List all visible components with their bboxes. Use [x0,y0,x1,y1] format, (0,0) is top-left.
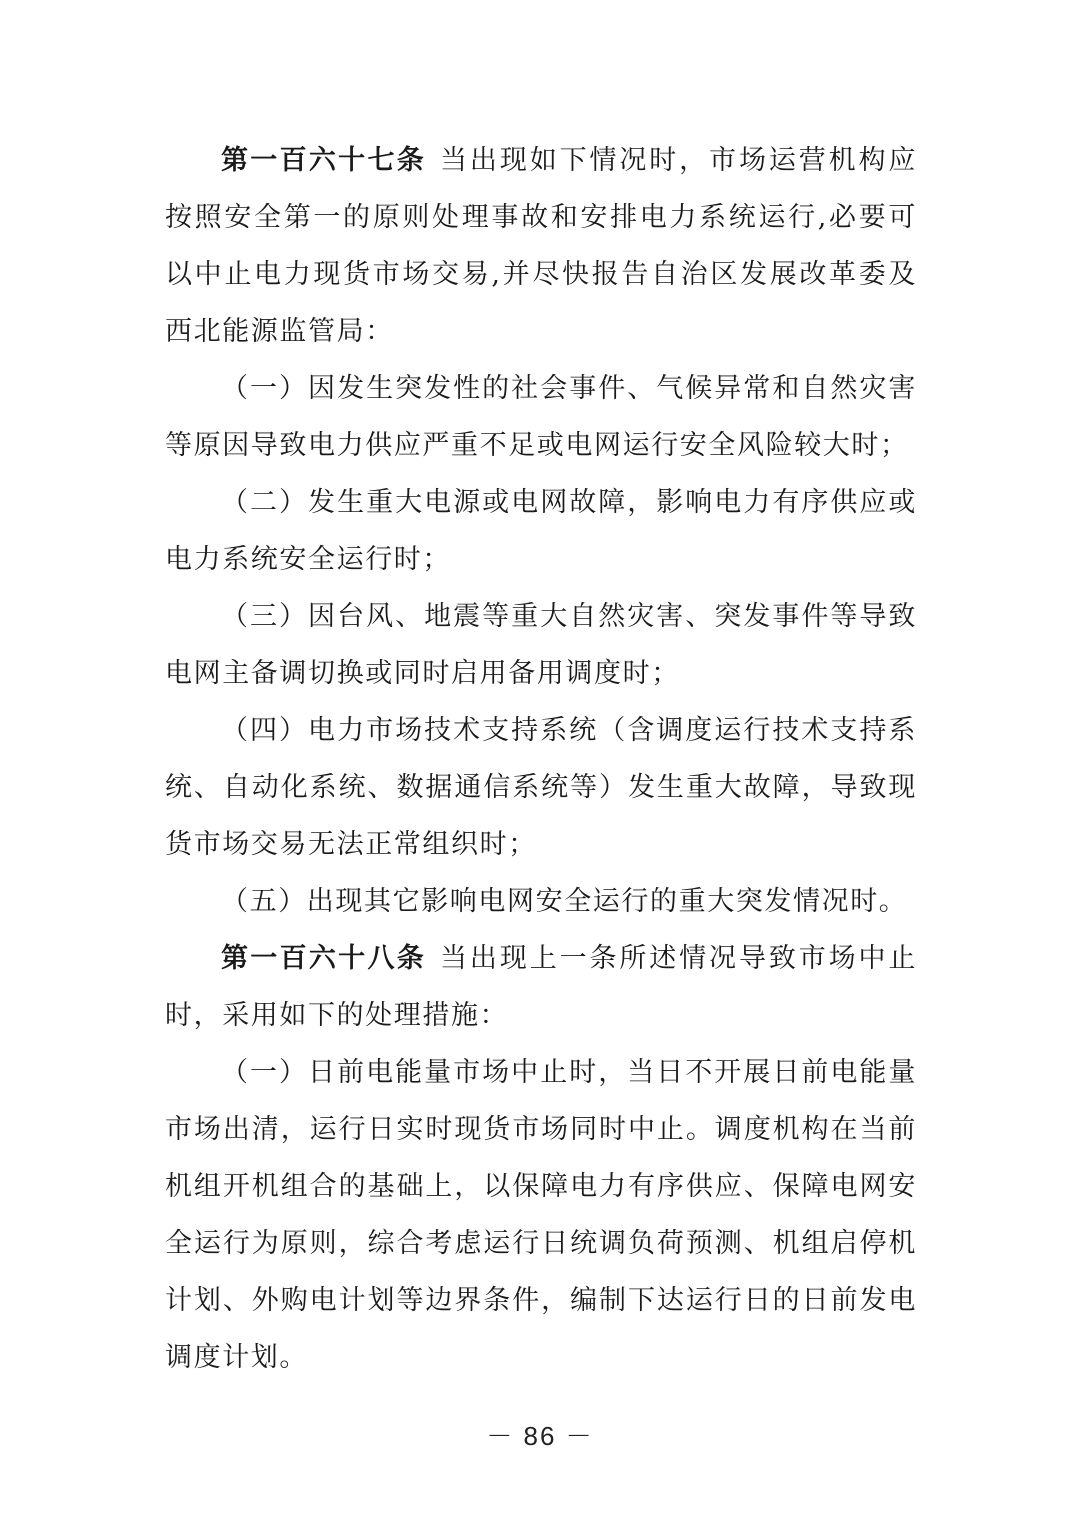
body-text [165,132,917,1386]
paragraph-text: 当出现如下情况时，市场运营机构应按照安全第一的原则处理事故和安排电力系统运行,必要可以中止电力现货市场交易,并尽快报告自治区发展改革委及西北能源监管局： [165,145,918,347]
paragraph-text: （二）发生重大电源或电网故障，影响电力有序供应或电力系统安全运行时； [165,487,917,575]
paragraph-text: （四）电力市场技术支持系统（含调度运行技术支持系统、自动化系统、数据通信系统等）发生重大故障，导致现货市场交易无法正常组织时； [165,715,917,860]
paragraph-text: 当出现上一条所述情况导致市场中止时，采用如下的处理措施： [165,943,918,1031]
clause-2-paragraph [165,474,917,588]
clause-5-paragraph [165,873,917,930]
paragraph-text: （五）出现其它影响电网安全运行的重大突发情况时。 [221,886,908,917]
page-number: － 86 － [486,1421,594,1451]
clause-3-paragraph [165,588,917,702]
clause-4-paragraph [165,702,917,873]
measure-1-paragraph [165,1044,917,1386]
paragraph-text: （一）日前电能量市场中止时，当日不开展日前电能量市场出清，运行日实时现货市场同时中止。调度机构在当前机组开机组合的基础上，以保障电力有序供应、保障电网安全运行为原则，综合考虑运行日统调负荷预测、机组启停机计划、外购电计划等边界条件，编制下达运行日的日前发电调度计划。 [165,1057,917,1373]
clause-1-paragraph [165,360,917,474]
paragraph-text: （一）因发生突发性的社会事件、气候异常和自然灾害等原因导致电力供应严重不足或电网运行安全风险较大时； [165,373,917,461]
article-number: 第一百六十八条 [221,943,427,974]
paragraph-text: （三）因台风、地震等重大自然灾害、突发事件等导致电网主备调切换或同时启用备用调度时； [165,601,917,689]
article-167-paragraph [165,132,917,360]
article-168-paragraph [165,930,917,1044]
article-number: 第一百六十七条 [221,145,427,176]
